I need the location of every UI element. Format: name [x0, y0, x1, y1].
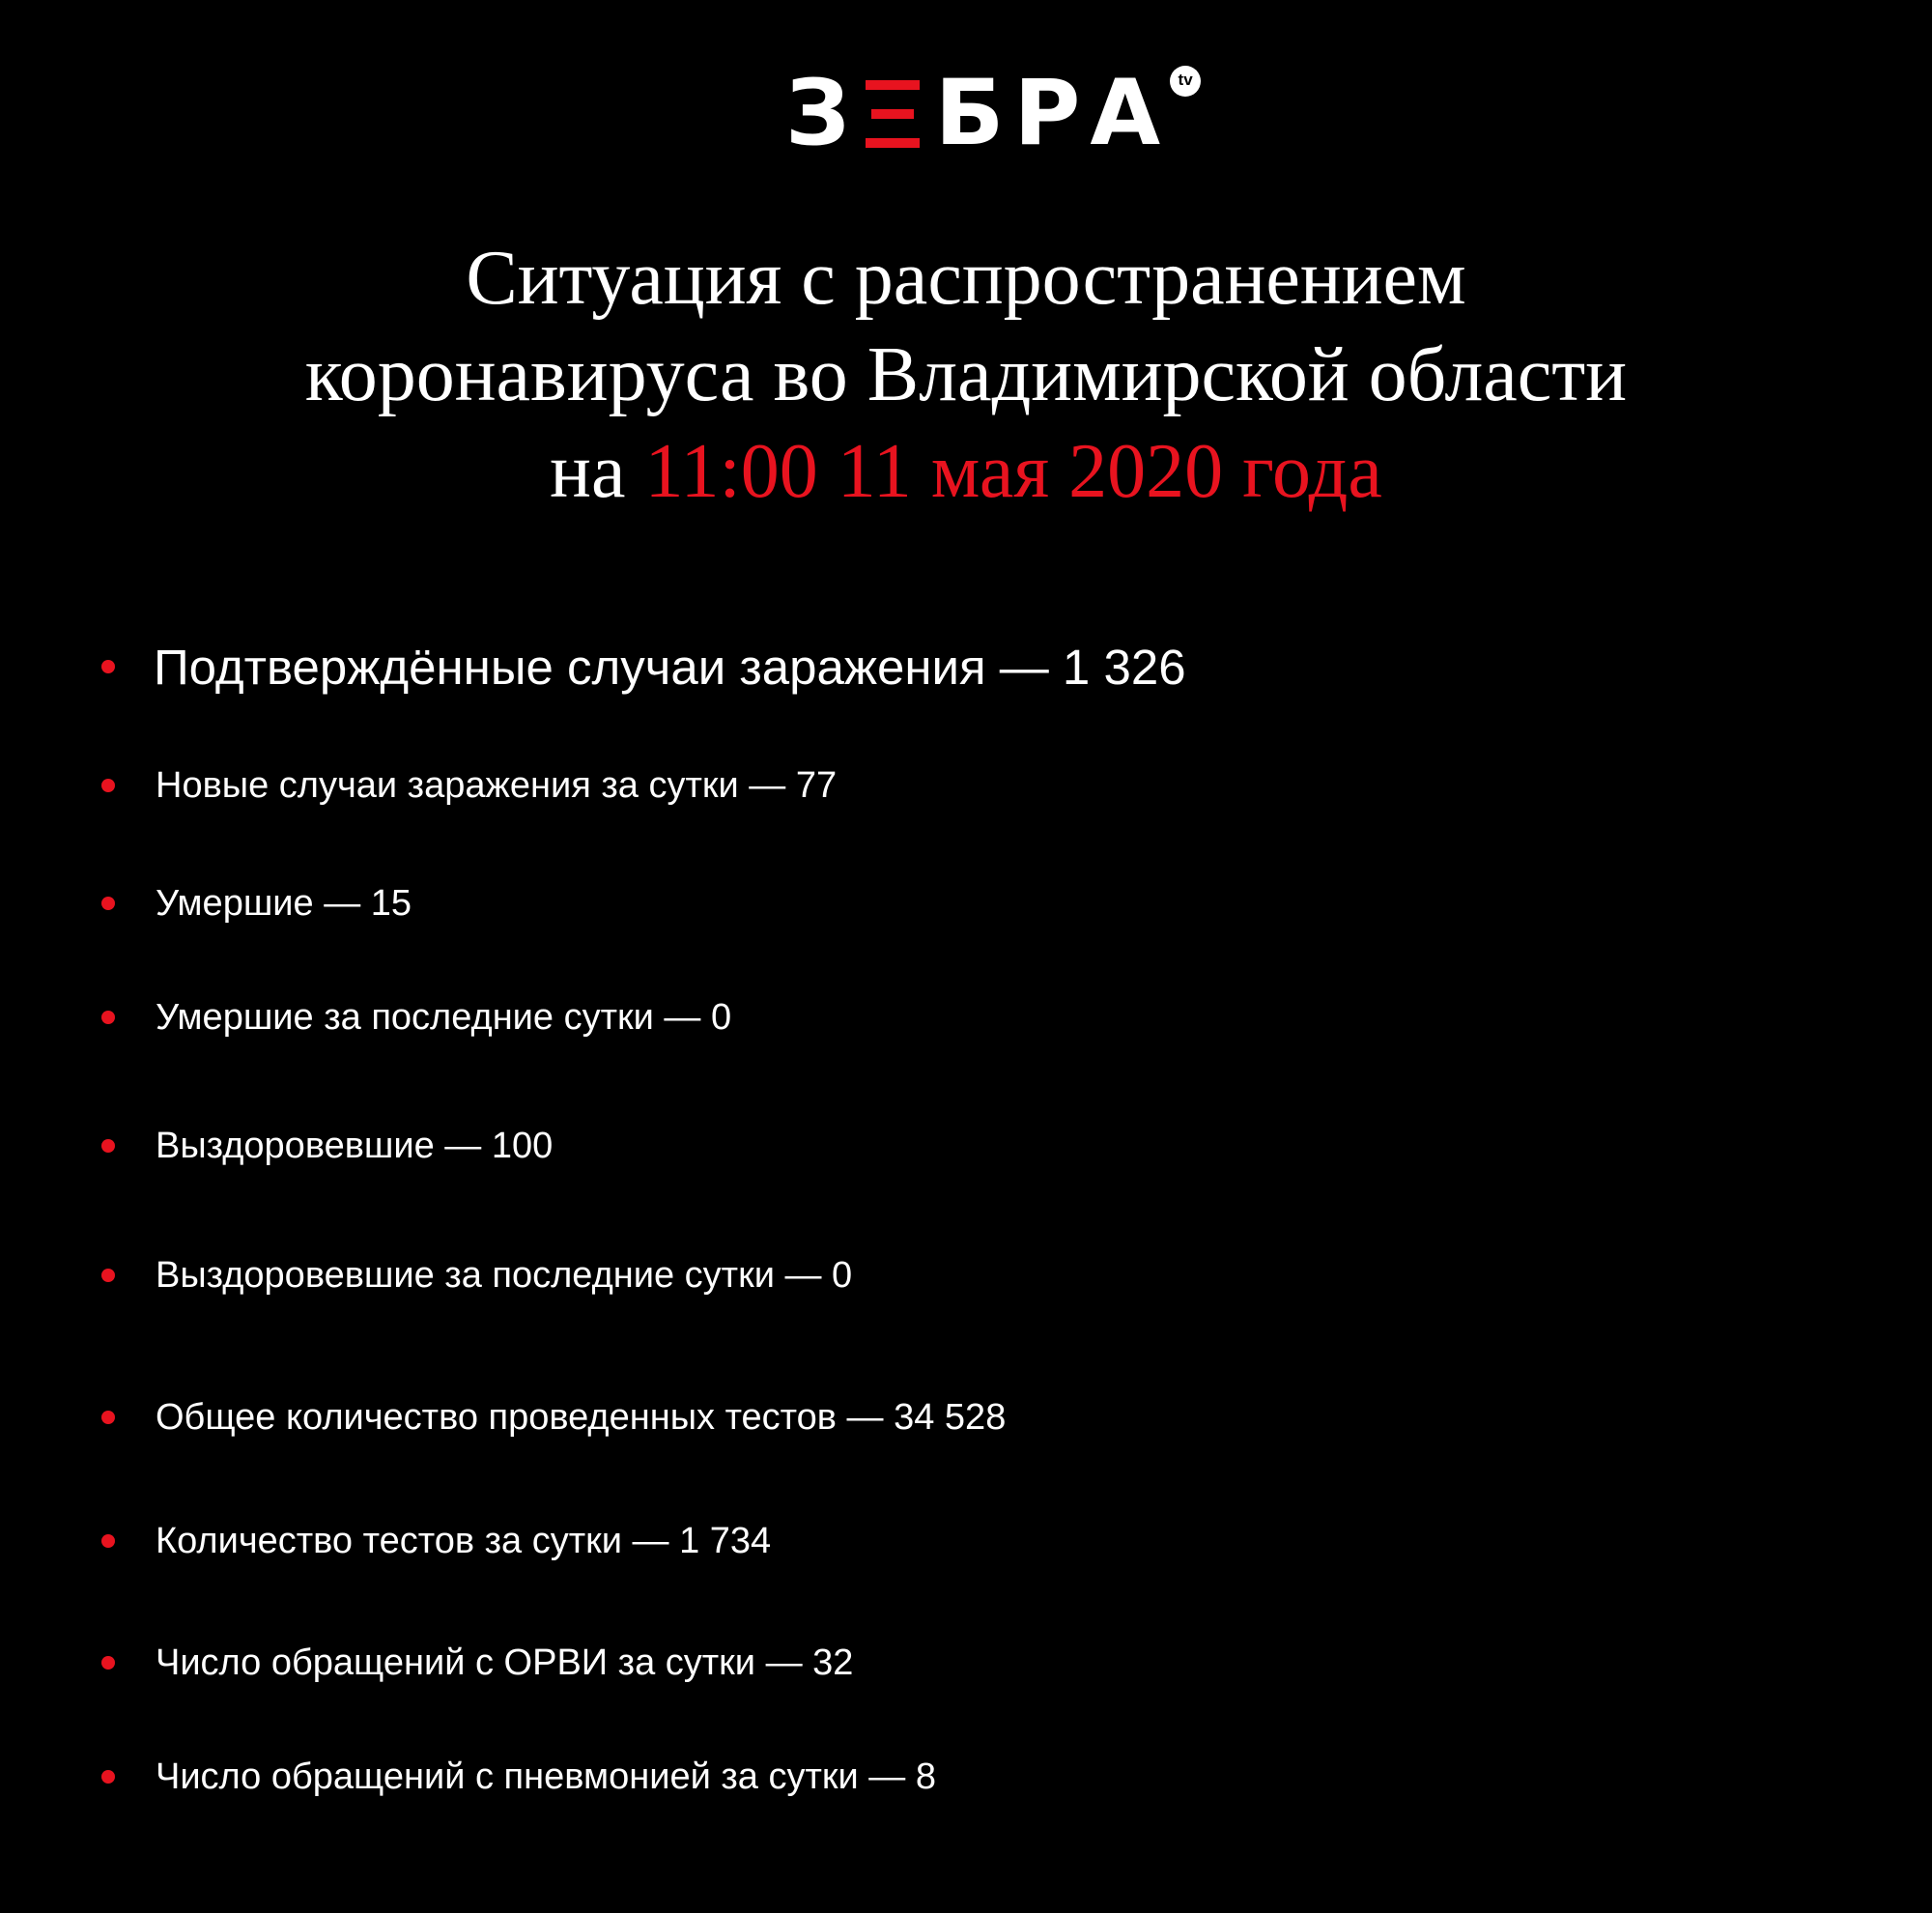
stat-deaths-daily: [101, 995, 731, 1040]
stat-text: Подтверждённые случаи заражения — 1 326: [154, 639, 1186, 695]
bullet-icon: [101, 1770, 115, 1784]
stat-new-cases: [101, 763, 837, 808]
bullet-icon: [101, 1269, 115, 1282]
logo-tv-badge: tv: [1170, 66, 1201, 97]
stat-deaths: [101, 881, 412, 926]
bullet-icon: [101, 779, 115, 792]
stat-text: Число обращений с ОРВИ за сутки — 32: [156, 1642, 854, 1683]
stat-text: Умершие за последние сутки — 0: [156, 996, 732, 1038]
bullet-icon: [101, 1139, 115, 1153]
stat-text: Умершие — 15: [156, 882, 412, 924]
stat-text: Число обращений с пневмонией за сутки — 8: [156, 1756, 937, 1797]
headline-line-1: Ситуация с распространением: [466, 236, 1466, 321]
stat-text: Новые случаи заражения за сутки — 77: [156, 764, 838, 806]
bullet-icon: [101, 1411, 115, 1424]
bullet-icon: [101, 897, 115, 910]
bullet-icon: [101, 660, 115, 673]
headline-line-2: коронавируса во Владимирской области: [304, 332, 1628, 417]
headline-prefix: на: [550, 429, 626, 514]
logo-letter-r: Р: [1013, 61, 1091, 166]
headline-date: 11:00 11 мая 2020 года: [644, 429, 1382, 514]
stat-text: Количество тестов за сутки — 1 734: [156, 1520, 772, 1561]
stat-text: Общее количество проведенных тестов — 34 528: [156, 1396, 1007, 1438]
logo-letter-a: А: [1090, 61, 1171, 166]
stat-orvi-daily: [101, 1641, 853, 1685]
stat-recovered: [101, 1124, 553, 1168]
stat-text: Выздоровевшие за последние сутки — 0: [156, 1254, 853, 1296]
bullet-icon: [101, 1656, 115, 1670]
bullet-icon: [101, 1534, 115, 1548]
stat-recovered-daily: [101, 1253, 852, 1298]
logo-letter-b: Б: [934, 61, 1014, 166]
stat-tests-daily: [101, 1519, 771, 1563]
stat-text: Выздоровевшие — 100: [156, 1125, 554, 1166]
logo-letter-z: З: [785, 61, 860, 166]
bullet-icon: [101, 1011, 115, 1024]
stat-pneumonia-daily: [101, 1755, 936, 1799]
stat-confirmed-cases: [101, 639, 1186, 695]
stat-total-tests: [101, 1395, 1006, 1440]
